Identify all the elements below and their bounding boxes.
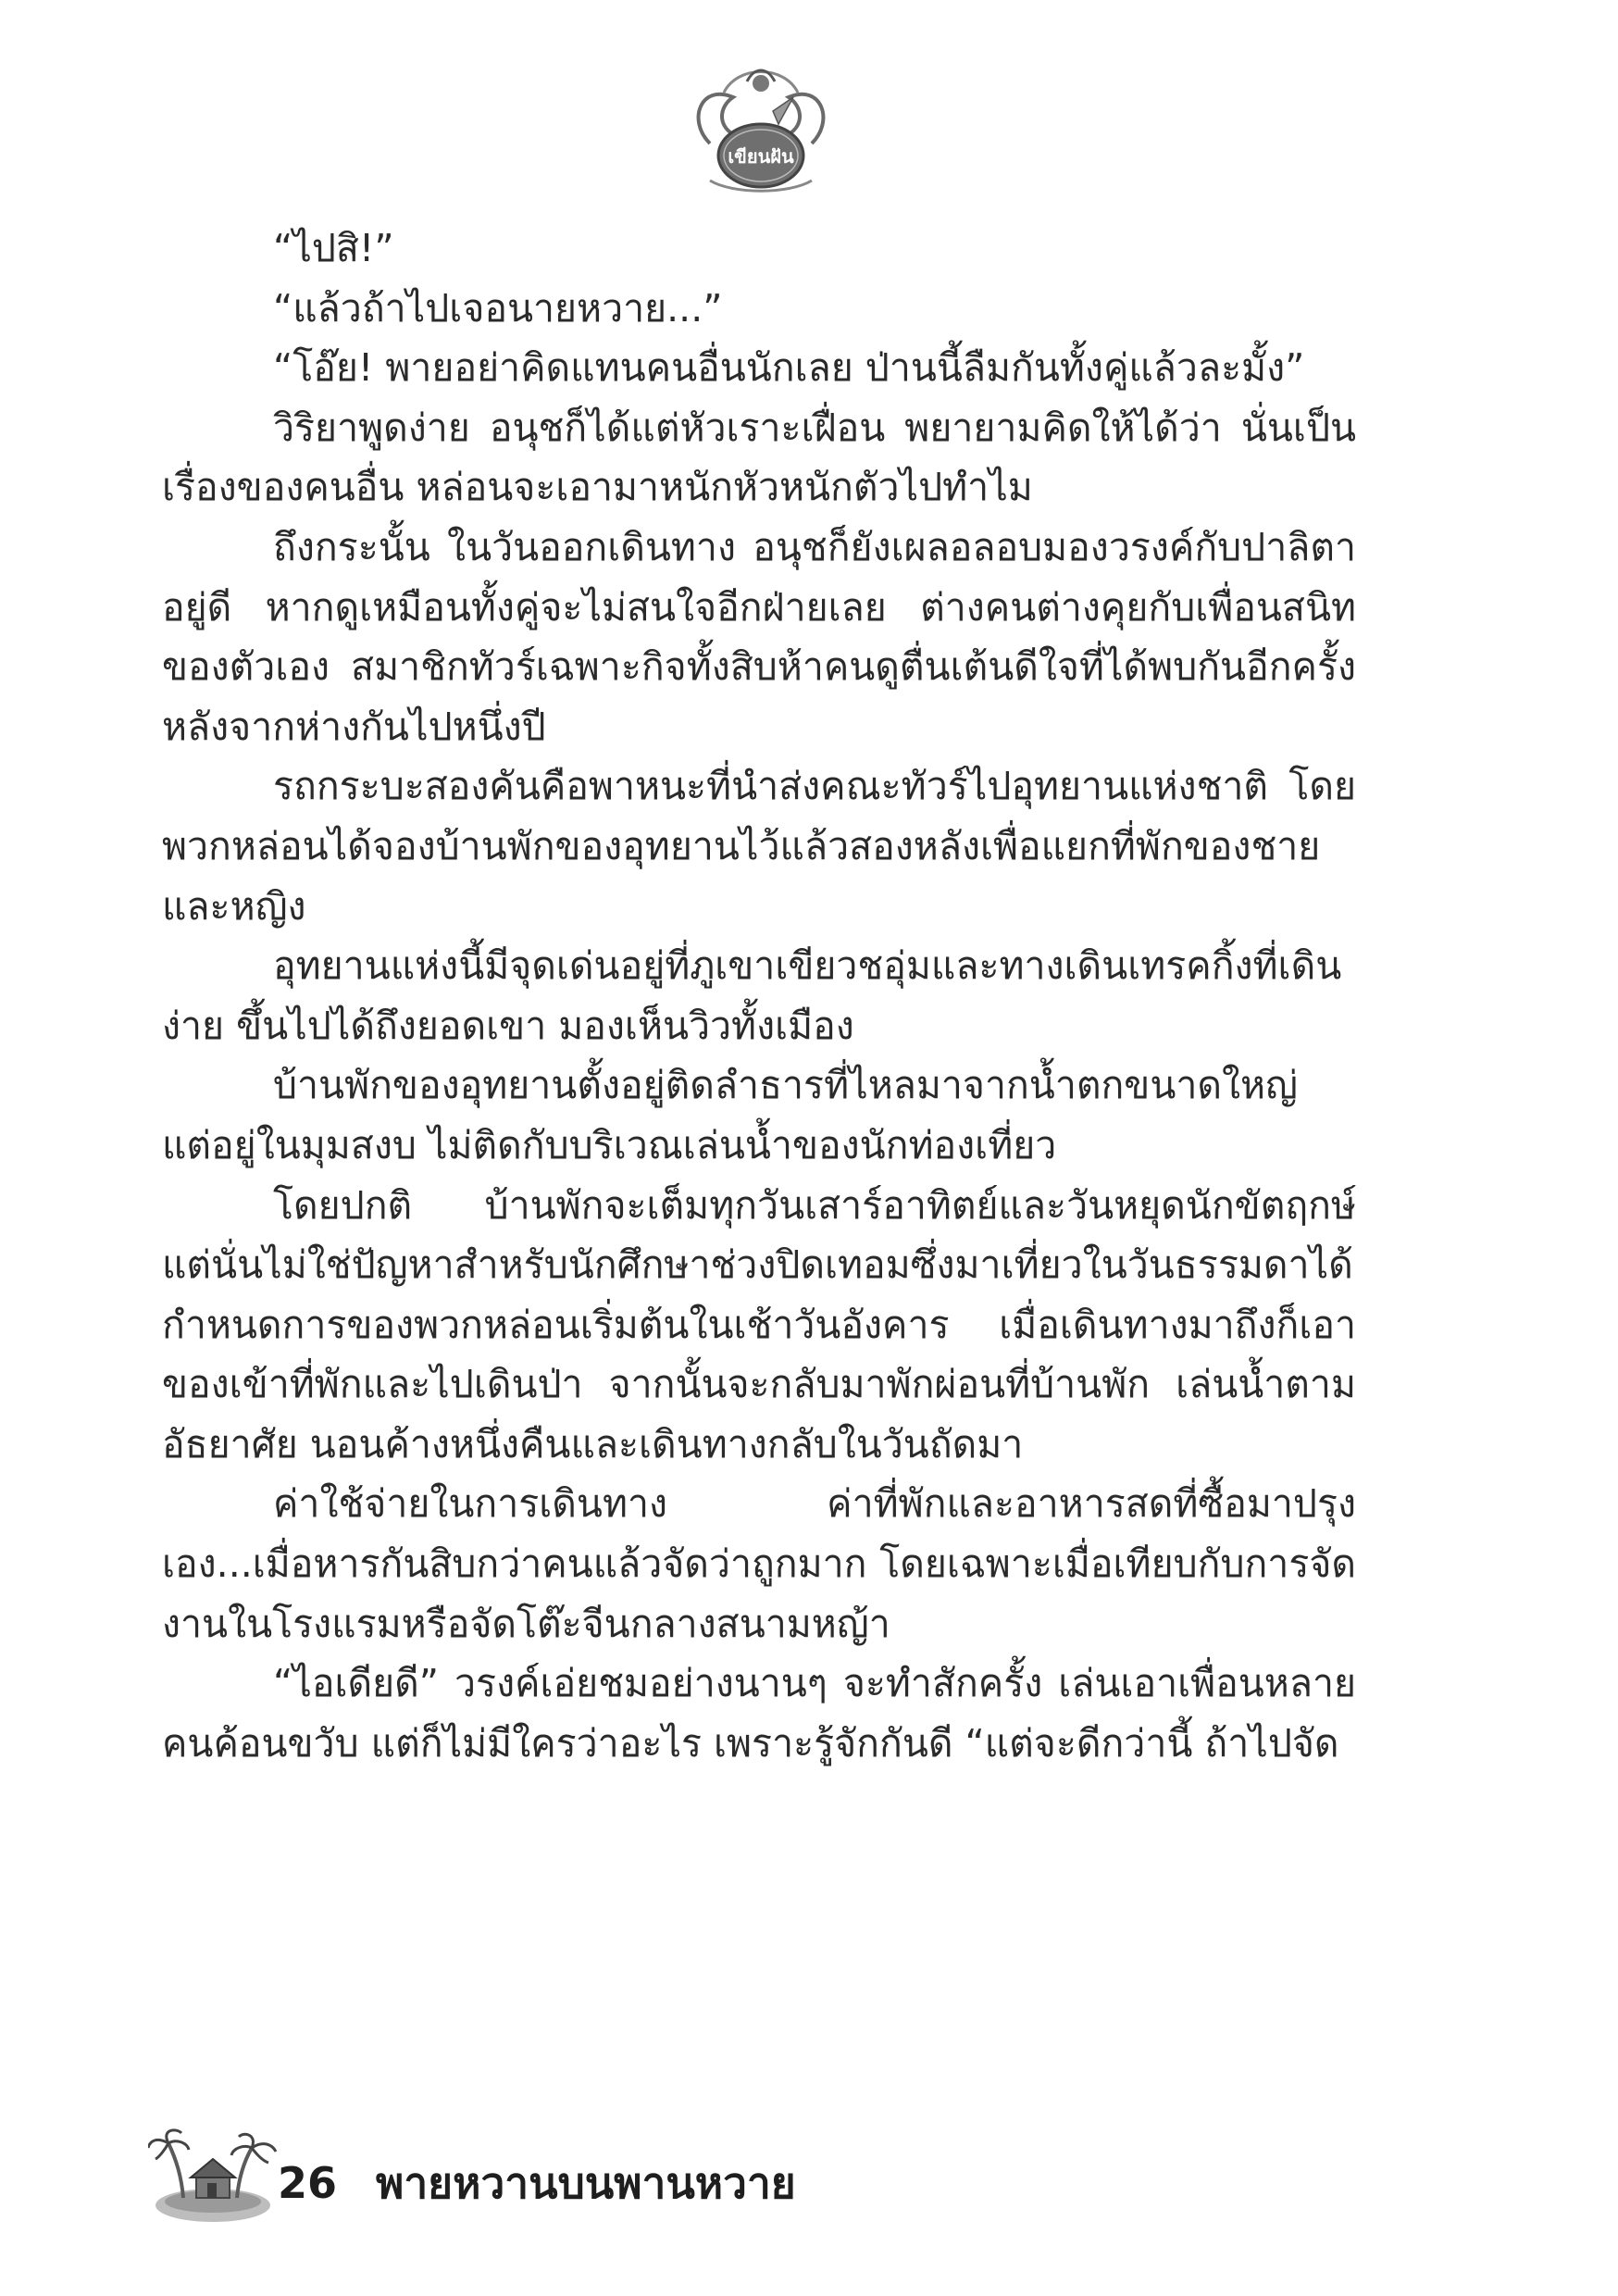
paragraph: “ไปสิ!” bbox=[273, 226, 394, 270]
paragraph: รถกระบะสองคันคือพาหนะที่นำส่งคณะทัวร์ไปอุทยานแห่งชาติ โดยพวกหล่อนได้จองบ้านพักของอุทยานไว้แล้วสองหลังเพื่อแยกที่พักของชายและหญิง bbox=[162, 764, 1356, 929]
paragraph: โดยปกติ บ้านพักจะเต็มทุกวันเสาร์อาทิตย์และวันหยุดนักขัตฤกษ์ แต่นั่นไม่ใช่ปัญหาสำหรับนักศึกษาช่วงปิดเทอมซึ่งมาเที่ยวในวันธรรมดาได้ กำหนดการของพวกหล่อนเริ่มต้นในเช้าวันอังคาร เมื่อเดินทางมาถึงก็เอาของเข้าที่พักและไปเดินป่า จากนั้นจะกลับมาพักผ่อนที่บ้านพัก เล่นน้ำตามอัธยาศัย นอนค้างหนึ่งคืนและเดินทางกลับในวันถัดมา bbox=[162, 1182, 1356, 1466]
footer-text bbox=[278, 2150, 796, 2217]
text-body bbox=[162, 218, 1356, 1773]
emblem-text: เขียนฝัน bbox=[728, 145, 794, 168]
paragraph: อุทยานแห่งนี้มีจุดเด่นอยู่ที่ภูเขาเขียวชอุ่มและทางเดินเทรคกิ้งที่เดินง่าย ขึ้นไปได้ถึงยอดเขา มองเห็นวิวทั้งเมือง bbox=[162, 943, 1342, 1048]
header-emblem bbox=[682, 56, 840, 204]
paragraph: ค่าใช้จ่ายในการเดินทาง ค่าที่พักและอาหารสดที่ซื้อมาปรุงเอง...เมื่อหารกันสิบกว่าคนแล้วจัดว่าถูกมาก โดยเฉพาะเมื่อเทียบกับการจัดงานในโรงแรมหรือจัดโต๊ะจีนกลางสนามหญ้า bbox=[162, 1481, 1356, 1646]
paragraph: วิริยาพูดง่าย อนุชก็ได้แต่หัวเราะเฝื่อน พยายามคิดให้ได้ว่า นั่นเป็นเรื่องของคนอื่น หล่อนจะเอามาหนักหัวหนักตัวไปทำไม bbox=[162, 405, 1356, 510]
paragraph: ถึงกระนั้น ในวันออกเดินทาง อนุชก็ยังเผลอลอบมองวรงค์กับปาลิตาอยู่ดี หากดูเหมือนทั้งคู่จะไม่สนใจอีกฝ่ายเลย ต่างคนต่างคุยกับเพื่อนสนิทของตัวเอง สมาชิกทัวร์เฉพาะกิจทั้งสิบห้าคนดูตื่นเต้นดีใจที่ได้พบกันอีกครั้งหลังจากห่างกันไปหนึ่งปี bbox=[162, 524, 1356, 749]
island-hut-palm-icon bbox=[148, 2102, 278, 2231]
paragraph: บ้านพักของอุทยานตั้งอยู่ติดลำธารที่ไหลมาจากน้ำตกขนาดใหญ่ แต่อยู่ในมุมสงบ ไม่ติดกับบริเวณเล่นน้ำของนักท่องเที่ยว bbox=[162, 1063, 1298, 1167]
ornamental-crest-icon bbox=[682, 56, 840, 204]
page-number: 26 bbox=[278, 2158, 338, 2208]
paragraph: “โอ๊ย! พายอย่าคิดแทนคนอื่นนักเลย ป่านนี้ลืมกันทั้งคู่แล้วละมั้ง” bbox=[273, 345, 1305, 391]
page-footer bbox=[148, 2102, 1351, 2231]
book-title: พายหวานบนพานหวาย bbox=[376, 2158, 796, 2208]
paragraph: “ไอเดียดี” วรงค์เอ่ยชมอย่างนานๆ จะทำสักครั้ง เล่นเอาเพื่อนหลายคนค้อนขวับ แต่ก็ไม่มีใครว่าอะไร เพราะรู้จักกันดี “แต่จะดีกว่านี้ ถ้าไปจัด bbox=[162, 1661, 1356, 1766]
paragraph: “แล้วถ้าไปเจอนายหวาย...” bbox=[273, 285, 723, 331]
